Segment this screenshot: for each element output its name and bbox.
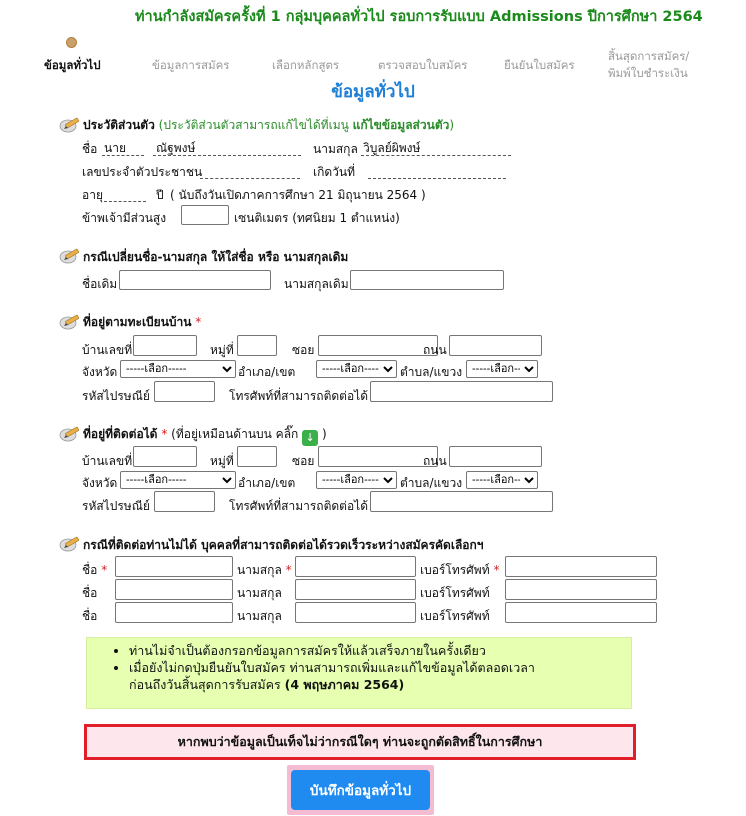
personal-section-title: ประวัติส่วนตัว — [83, 118, 155, 132]
name-prefix-value: นาย — [102, 139, 144, 156]
reg-phone-input[interactable] — [370, 381, 553, 402]
progress-dot-icon — [66, 37, 77, 48]
reg-address-title: ที่อยู่ตามทะเบียนบ้าน — [83, 315, 192, 329]
old-name-input[interactable] — [119, 270, 271, 290]
reg-phone-label: โทรศัพท์ที่สามารถติดต่อได้ — [229, 389, 368, 403]
reg-district-label: อำเภอ/เขต — [238, 365, 296, 379]
reg-moo-input[interactable] — [237, 335, 277, 356]
reg-province-select[interactable] — [120, 360, 236, 378]
emergency-phone-label-2: เบอร์โทรศัพท์ — [420, 586, 490, 600]
emergency-surname-input-3[interactable] — [295, 602, 416, 623]
contact-subdistrict-label: ตำบล/แขวง — [400, 476, 463, 490]
contact-address-title: ที่อยู่ที่ติดต่อได้ — [83, 427, 158, 441]
contact-province-select[interactable] — [120, 471, 236, 489]
contact-subdistrict-select[interactable] — [466, 471, 538, 489]
contact-phone-label: โทรศัพท์ที่สามารถติดต่อได้ — [229, 499, 368, 513]
reg-moo-label: หมู่ที่ — [210, 343, 234, 357]
reg-road-input[interactable] — [449, 335, 542, 356]
contact-soi-label: ซอย — [292, 454, 315, 468]
reg-soi-input[interactable] — [318, 335, 438, 356]
emergency-name-input-1[interactable] — [115, 556, 233, 577]
contact-house-no-label: บ้านเลขที่ — [82, 454, 133, 468]
step-confirm-application: ยืนยันใบสมัคร — [504, 58, 575, 72]
page-title: ข้อมูลทั่วไป — [331, 82, 415, 102]
emergency-name-label-1: ชื่อ * — [82, 563, 108, 577]
emergency-name-label-3: ชื่อ — [82, 609, 98, 623]
emergency-surname-label-3: นามสกุล — [237, 609, 282, 623]
personal-section-note: (ประวัติส่วนตัวสามารถแก้ไขได้ที่เมนู — [158, 118, 349, 132]
contact-postcode-input[interactable] — [154, 491, 215, 512]
pencil-note-icon — [59, 426, 81, 442]
contact-moo-label: หมู่ที่ — [210, 454, 234, 468]
pencil-note-icon — [59, 314, 81, 330]
reg-house-no-label: บ้านเลขที่ — [82, 343, 133, 357]
emergency-surname-input-2[interactable] — [295, 579, 416, 600]
step-application-info: ข้อมูลการสมัคร — [152, 58, 230, 72]
national-id-label: เลขประจำตัวประชาชน — [82, 165, 203, 179]
save-general-info-button[interactable]: บันทึกข้อมูลทั่วไป — [291, 770, 430, 810]
dob-label: เกิดวันที่ — [313, 165, 356, 179]
contact-moo-input[interactable] — [237, 446, 277, 467]
contact-road-label: ถนน — [423, 454, 447, 468]
reg-district-select[interactable] — [316, 360, 397, 378]
contact-district-label: อำเภอ/เขต — [238, 476, 296, 490]
height-label: ข้าพเจ้ามีส่วนสูง — [82, 211, 167, 225]
dob-value — [368, 162, 506, 179]
emergency-contact-title: กรณีที่ติดต่อท่านไม่ได้ บุคคลที่สามารถติดต่อได้รวดเร็วระหว่างสมัครคัดเลือกฯ — [83, 538, 484, 552]
emergency-phone-label-1: เบอร์โทรศัพท์ * — [420, 563, 500, 577]
national-id-value — [200, 162, 300, 179]
age-note: ( นับถึงวันเปิดภาคการศึกษา 21 มิถุนายน 2564 ) — [170, 188, 426, 202]
contact-soi-input[interactable] — [318, 446, 438, 467]
contact-house-no-input[interactable] — [133, 446, 197, 467]
personal-section-header — [83, 116, 454, 135]
emergency-phone-input-2[interactable] — [505, 579, 657, 600]
reg-address-header — [83, 313, 201, 332]
emergency-name-label-2: ชื่อ — [82, 586, 98, 600]
name-label: ชื่อ — [82, 142, 98, 156]
age-value — [104, 185, 146, 202]
contact-phone-input[interactable] — [370, 491, 553, 512]
step-finish-line1: สิ้นสุดการสมัคร/ — [608, 49, 690, 63]
contact-province-label: จังหวัด — [82, 476, 118, 490]
surname-value: วิบูลย์ผิพงษ์ — [361, 139, 511, 156]
reg-postcode-input[interactable] — [154, 381, 215, 402]
contact-road-input[interactable] — [449, 446, 542, 467]
reg-house-no-input[interactable] — [133, 335, 197, 356]
pencil-note-icon — [59, 536, 81, 552]
step-finish-line2: พิมพ์ใบชำระเงิน — [608, 66, 688, 80]
emergency-phone-input-3[interactable] — [505, 602, 657, 623]
required-mark: * — [161, 427, 168, 441]
enrollment-status-header: ท่านกำลังสมัครครั้งที่ 1 กลุ่มบุคคลทั่วไป รอบการรับแบบ Admissions ปีการศึกษา 2564 — [135, 9, 703, 25]
name-change-section-title: กรณีเปลี่ยนชื่อ-นามสกุล ให้ใส่ชื่อ หรือ นามสกุลเดิม — [83, 250, 349, 264]
old-surname-input[interactable] — [350, 270, 504, 290]
step-general-info: ข้อมูลทั่วไป — [44, 58, 101, 72]
same-address-note: (ที่อยู่เหมือนด้านบน คลิ๊ก — [171, 427, 299, 441]
info-note-item: • เมื่อยังไม่กดปุ่มยืนยันใบสมัคร ท่านสามารถเพิ่มและแก้ไขข้อมูลได้ตลอดเวลา ก่อนถึงวันสิ้นสุดการรับสมัคร (4 พฤษภาคม 2564) — [129, 659, 631, 693]
pencil-note-icon — [59, 248, 81, 264]
save-button-frame — [287, 765, 434, 815]
reg-road-label: ถนน — [423, 343, 447, 357]
false-information-warning: หากพบว่าข้อมูลเป็นเท็จไม่ว่ากรณีใดๆ ท่านจะถูกตัดสิทธิ์ในการศึกษา — [84, 724, 636, 760]
emergency-name-input-2[interactable] — [115, 579, 233, 600]
emergency-surname-input-1[interactable] — [295, 556, 416, 577]
emergency-phone-label-3: เบอร์โทรศัพท์ — [420, 609, 490, 623]
personal-note-close: ) — [449, 118, 455, 132]
reg-postcode-label: รหัสไปรษณีย์ — [82, 389, 150, 403]
emergency-surname-label-2: นามสกุล — [237, 586, 282, 600]
first-name-value: ณัฐพงษ์ — [153, 139, 301, 156]
info-note-box — [86, 637, 632, 709]
emergency-surname-label-1: นามสกุล * — [237, 563, 292, 577]
emergency-phone-input-1[interactable] — [505, 556, 657, 577]
reg-province-label: จังหวัด — [82, 365, 118, 379]
height-input[interactable] — [181, 205, 229, 225]
reg-subdistrict-select[interactable] — [466, 360, 538, 378]
age-label: อายุ — [82, 188, 103, 202]
required-mark: * — [195, 315, 202, 329]
edit-profile-link[interactable]: แก้ไขข้อมูลส่วนตัว — [352, 118, 450, 132]
surname-label: นามสกุล — [313, 142, 358, 156]
step-review-application: ตรวจสอบใบสมัคร — [378, 58, 468, 72]
contact-district-select[interactable] — [316, 471, 397, 489]
pencil-note-icon — [59, 117, 81, 133]
arrow-down-icon[interactable]: ↓ — [302, 430, 318, 446]
contact-address-header — [83, 425, 327, 446]
info-note-item: • ท่านไม่จำเป็นต้องกรอกข้อมูลการสมัครให้แล้วเสร็จภายในครั้งเดียว — [129, 642, 631, 659]
age-unit: ปี — [156, 188, 164, 202]
same-address-note-end: ) — [321, 427, 327, 441]
step-select-program: เลือกหลักสูตร — [272, 58, 340, 72]
contact-postcode-label: รหัสไปรษณีย์ — [82, 499, 150, 513]
old-name-label: ชื่อเดิม — [82, 277, 118, 291]
height-unit: เซนติเมตร (ทศนิยม 1 ตำแหน่ง) — [234, 211, 400, 225]
old-surname-label: นามสกุลเดิม — [284, 277, 349, 291]
reg-soi-label: ซอย — [292, 343, 315, 357]
reg-subdistrict-label: ตำบล/แขวง — [400, 365, 463, 379]
emergency-name-input-3[interactable] — [115, 602, 233, 623]
